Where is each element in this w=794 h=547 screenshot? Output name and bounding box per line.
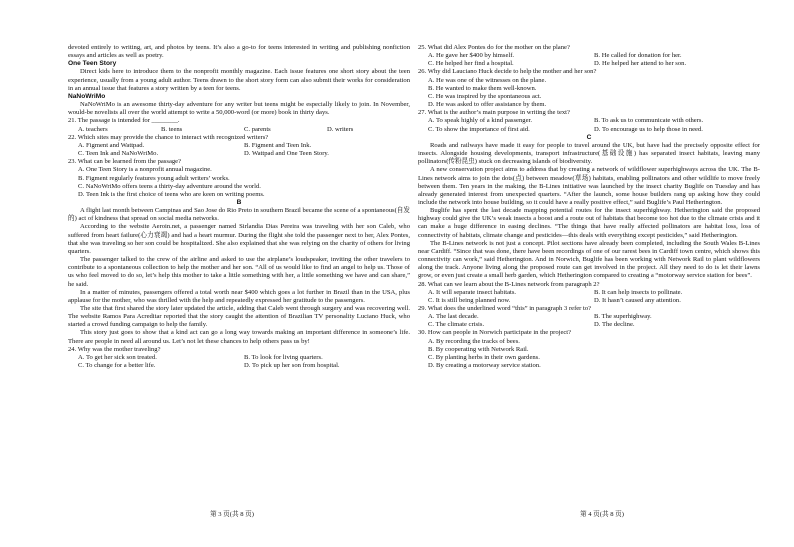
passage-b-paragraph-4: In a matter of minutes, passengers offered a total worth near $400 which goes a lot further in Brazil than in the USA, plus applause for the mother, who was thrilled with the help and repeatedly expressed her gratitude to the passengers. — [68, 288, 410, 304]
section-label-c: C — [586, 133, 592, 141]
option-d: D. It hasn’t caused any attention. — [594, 296, 681, 304]
option-b: B. He called for donation for her. — [594, 52, 682, 60]
option-c: C. He helped her find a hospital. — [428, 60, 514, 68]
page-number-left: 第 3 页(共 8 页) — [210, 511, 254, 518]
option-b: B. To look for living quarters. — [244, 353, 323, 361]
option-d: D. He was asked to offer assistance by them. — [428, 101, 547, 109]
option-c: C. parents — [244, 125, 271, 133]
option-a: A. To get her sick son treated. — [78, 353, 157, 361]
section-label-b: B — [236, 198, 242, 206]
option-c: C. NaNoWriMo offers teens a thirty-day adventure around the world. — [78, 182, 261, 190]
option-d: D. Wattpad and One Teen Story. — [244, 150, 329, 158]
question-21 — [68, 117, 410, 133]
right-column — [418, 44, 760, 370]
option-c: C. The climate crisis. — [428, 321, 485, 329]
question-stem: 25. What did Alex Pontes do for the mother on the plane? — [418, 44, 570, 51]
question-30 — [418, 329, 760, 370]
option-c: C. By planting herbs in their own gardens. — [428, 353, 540, 361]
passage-b-paragraph-6: This story just goes to show that a kind act can go a long way towards making an important difference in someone’s life. There are people in need all around us. Let’s not let these chances to help others pass us by! — [68, 329, 410, 345]
section-title-one-teen-story: One Teen Story — [68, 60, 117, 68]
option-d: D. writers — [327, 125, 354, 133]
option-b: B. The superhighway. — [594, 313, 652, 321]
question-stem: 29. What does the underlined word “this” in paragraph 3 refer to? — [418, 305, 592, 312]
option-b: B. He wanted to make them well-known. — [428, 84, 537, 92]
option-c: C. To change for a better life. — [78, 362, 156, 370]
question-stem: 28. What can we learn about the B-Lines network from paragraph 2? — [418, 280, 600, 288]
question-stem: 23. What can be learned from the passage? — [68, 158, 182, 166]
option-a: A. It will separate insect habitats. — [428, 288, 517, 296]
question-24 — [68, 346, 410, 370]
passage-b-paragraph-2: According to the website Aeroin.net, a passenger named Sirlandia Dias Pereira was traveling with her son Caleb, who suffered from heart failure(心力衰竭) and had a heart murmur. During the flight she told the passenger next to her, Alex Pontes, that she was traveling so her son could be hospitalized. She also explained that she was relying on the charity of others for living quarters. — [68, 223, 410, 255]
question-29 — [418, 305, 760, 329]
intro-paragraph: devoted entirely to writing, art, and photos by teens. It’s also a go-to for teens interested in writing and publishing nonfiction essays and articles as well as poetry. — [68, 44, 410, 60]
option-c: C. It is still being planned now. — [428, 296, 511, 304]
option-b: B. To ask us to communicate with others. — [594, 117, 704, 125]
question-26 — [418, 68, 760, 109]
option-c: C. Teen Ink and NaNoWriMo. — [78, 150, 159, 158]
passage-c-paragraph-2: A new conservation project aims to address that by creating a network of wildflower superhighways across the UK. The B-Lines network aims to join the dots(点) between meadow(草场) habitats, enabling pollinators and other wildlife to move freely between them. Ten years in the making, the B-Lines initiative was launched by the insect charity Buglife on Tuesday and has already generated interest from unexpected quarters. “After the launch, some house builders rang up asking how they could include the network into house building, so it could have a really positive effect,” said Buglife’s Paul Hetherington. — [418, 166, 760, 206]
option-b: B. teens — [161, 125, 183, 133]
question-stem: 21. The passage is intended for ________. — [68, 117, 180, 125]
question-27 — [418, 109, 760, 133]
option-a: A. By recording the tracks of bees. — [428, 337, 520, 345]
question-stem: 26. Why did Lauciano Huck decide to help the mother and her son? — [418, 68, 597, 76]
section-title-nanowrimo: NaNoWriMo — [68, 92, 106, 100]
passage-b-paragraph-5: The site that first shared the story later updated the article, adding that Caleb went through surgery and was recovering well. The website Ramos Para Acreditar reported that the story caught the attention of Brazilian TV personality Luciano Huck, who started a crowd funding campaign to help the family. — [68, 305, 410, 329]
passage-b-paragraph-1: A flight last month between Campinas and Sao Jose do Rio Preto in southern Brazil became the scene of a spontaneous(自发的) act of kindness that spread on social media networks. — [68, 207, 410, 223]
option-a: A. He was one of the witnesses on the plane. — [428, 76, 547, 84]
option-d: D. To pick up her son from hospital. — [244, 362, 340, 370]
option-c: C. He was inspired by the spontaneous act. — [428, 92, 542, 100]
option-b: B. By cooperating with Network Rail. — [428, 345, 529, 353]
option-b: B. Figment regularly features young adult writers’ works. — [78, 174, 230, 182]
option-d: D. By creating a motorway service station. — [428, 362, 541, 370]
question-stem: 30. How can people in Norwich participate in the project? — [418, 329, 572, 337]
nanowrimo-paragraph: NaNoWriMo is an awesome thirty-day adventure for any writer but teens might be especially likely to join. In November, would-be novelists all over the world attempt to write a 50,000-word (or more) book in thirty days. — [68, 101, 410, 117]
question-28 — [418, 281, 760, 305]
option-a: A. To speak highly of a kind passenger. — [428, 117, 532, 125]
left-column — [68, 44, 410, 370]
option-a: A. teachers — [78, 125, 108, 133]
passage-c-paragraph-1: Roads and railways have made it easy for people to travel around the UK, but have had the precisely opposite effect for insects. Alongside housing developments, transport infrastructure(基础设施) has separated insect habitats, leaving many pollinators(传粉昆虫) stuck on decreasing islands of biodiversity. — [418, 141, 760, 166]
passage-c-paragraph-3: Buglife has spent the last decade mapping potential routes for the insect superhighway. Hetherington said the proposed highway could give the UK’s weak insects a boost and a route out of habitats that become too hot due to the climate crisis and it can make a huge difference in easing declines. “The things that have really affected pollinators are habitat loss, loss of connectivity of habitats, climate change and pesticides—this deals with everything except pesticides,” said Hetherington. — [418, 207, 760, 239]
page-number-right: 第 4 页(共 8 页) — [580, 511, 624, 518]
option-b: B. Figment and Teen Ink. — [244, 141, 312, 149]
option-d: D. To encourage us to help those in need. — [594, 125, 703, 133]
question-23 — [68, 158, 410, 199]
option-d: D. The decline. — [594, 321, 635, 329]
option-d: D. He helped her attend to her son. — [594, 60, 687, 68]
option-a: A. He gave her $400 by himself. — [428, 52, 515, 60]
option-a: A. The last decade. — [428, 313, 479, 321]
option-d: D. Teen Ink is the first choice of teens who are keen on writing poems. — [78, 190, 265, 198]
passage-b-paragraph-3: The passenger talked to the crew of the airline and asked to use the airplane’s loudspeaker, inviting the other travelers to contribute to a spontaneous collection to help the mother and her son. “All of us would like to find an angel to help us. Those of us who feel moved to do so, let’s help this mother to take a little something with her, a little something we have and can share,” he said. — [68, 256, 410, 288]
question-25 — [418, 44, 760, 68]
question-stem: 27. What is the author’s main purpose in writing the text? — [418, 109, 570, 117]
option-a: A. One Teen Story is a nonprofit annual magazine. — [78, 166, 212, 174]
option-b: B. It can help insects to pollinate. — [594, 288, 683, 296]
option-a: A. Figment and Wattpad. — [78, 141, 145, 149]
one-teen-story-paragraph: Direct kids here to introduce them to the nonprofit monthly magazine. Each issue features one short story about the teen experience, usually from a young adult author. Teens drawn to the short story form can also submit their works for consideration in an annual issue that features a story written by a teen for teens. — [68, 68, 410, 92]
option-c: C. To show the importance of first aid. — [428, 125, 530, 133]
question-stem: 22. Which sites may provide the chance to interact with recognized writers? — [68, 133, 269, 141]
question-22 — [68, 134, 410, 158]
passage-c-paragraph-4: The B-Lines network is not just a concept. Pilot sections have already been completed, including the South Wales B-Lines near Cardiff. “Since that was done, there have been recordings of one of our rarest bees in Cardiff town centre, which shows this connectivity can work,” said Hetherington. And in Norwich, Buglife has been working with Network Rail to plant wildflowers along the track. Anyone living along the proposed route can get involved in the project. All they need to do is let their lawns grow, or even just create a small herb garden, which Hetherington compared to creating a “motorway service station for bees”. — [418, 239, 760, 280]
question-stem: 24. Why was the mother traveling? — [68, 345, 161, 353]
